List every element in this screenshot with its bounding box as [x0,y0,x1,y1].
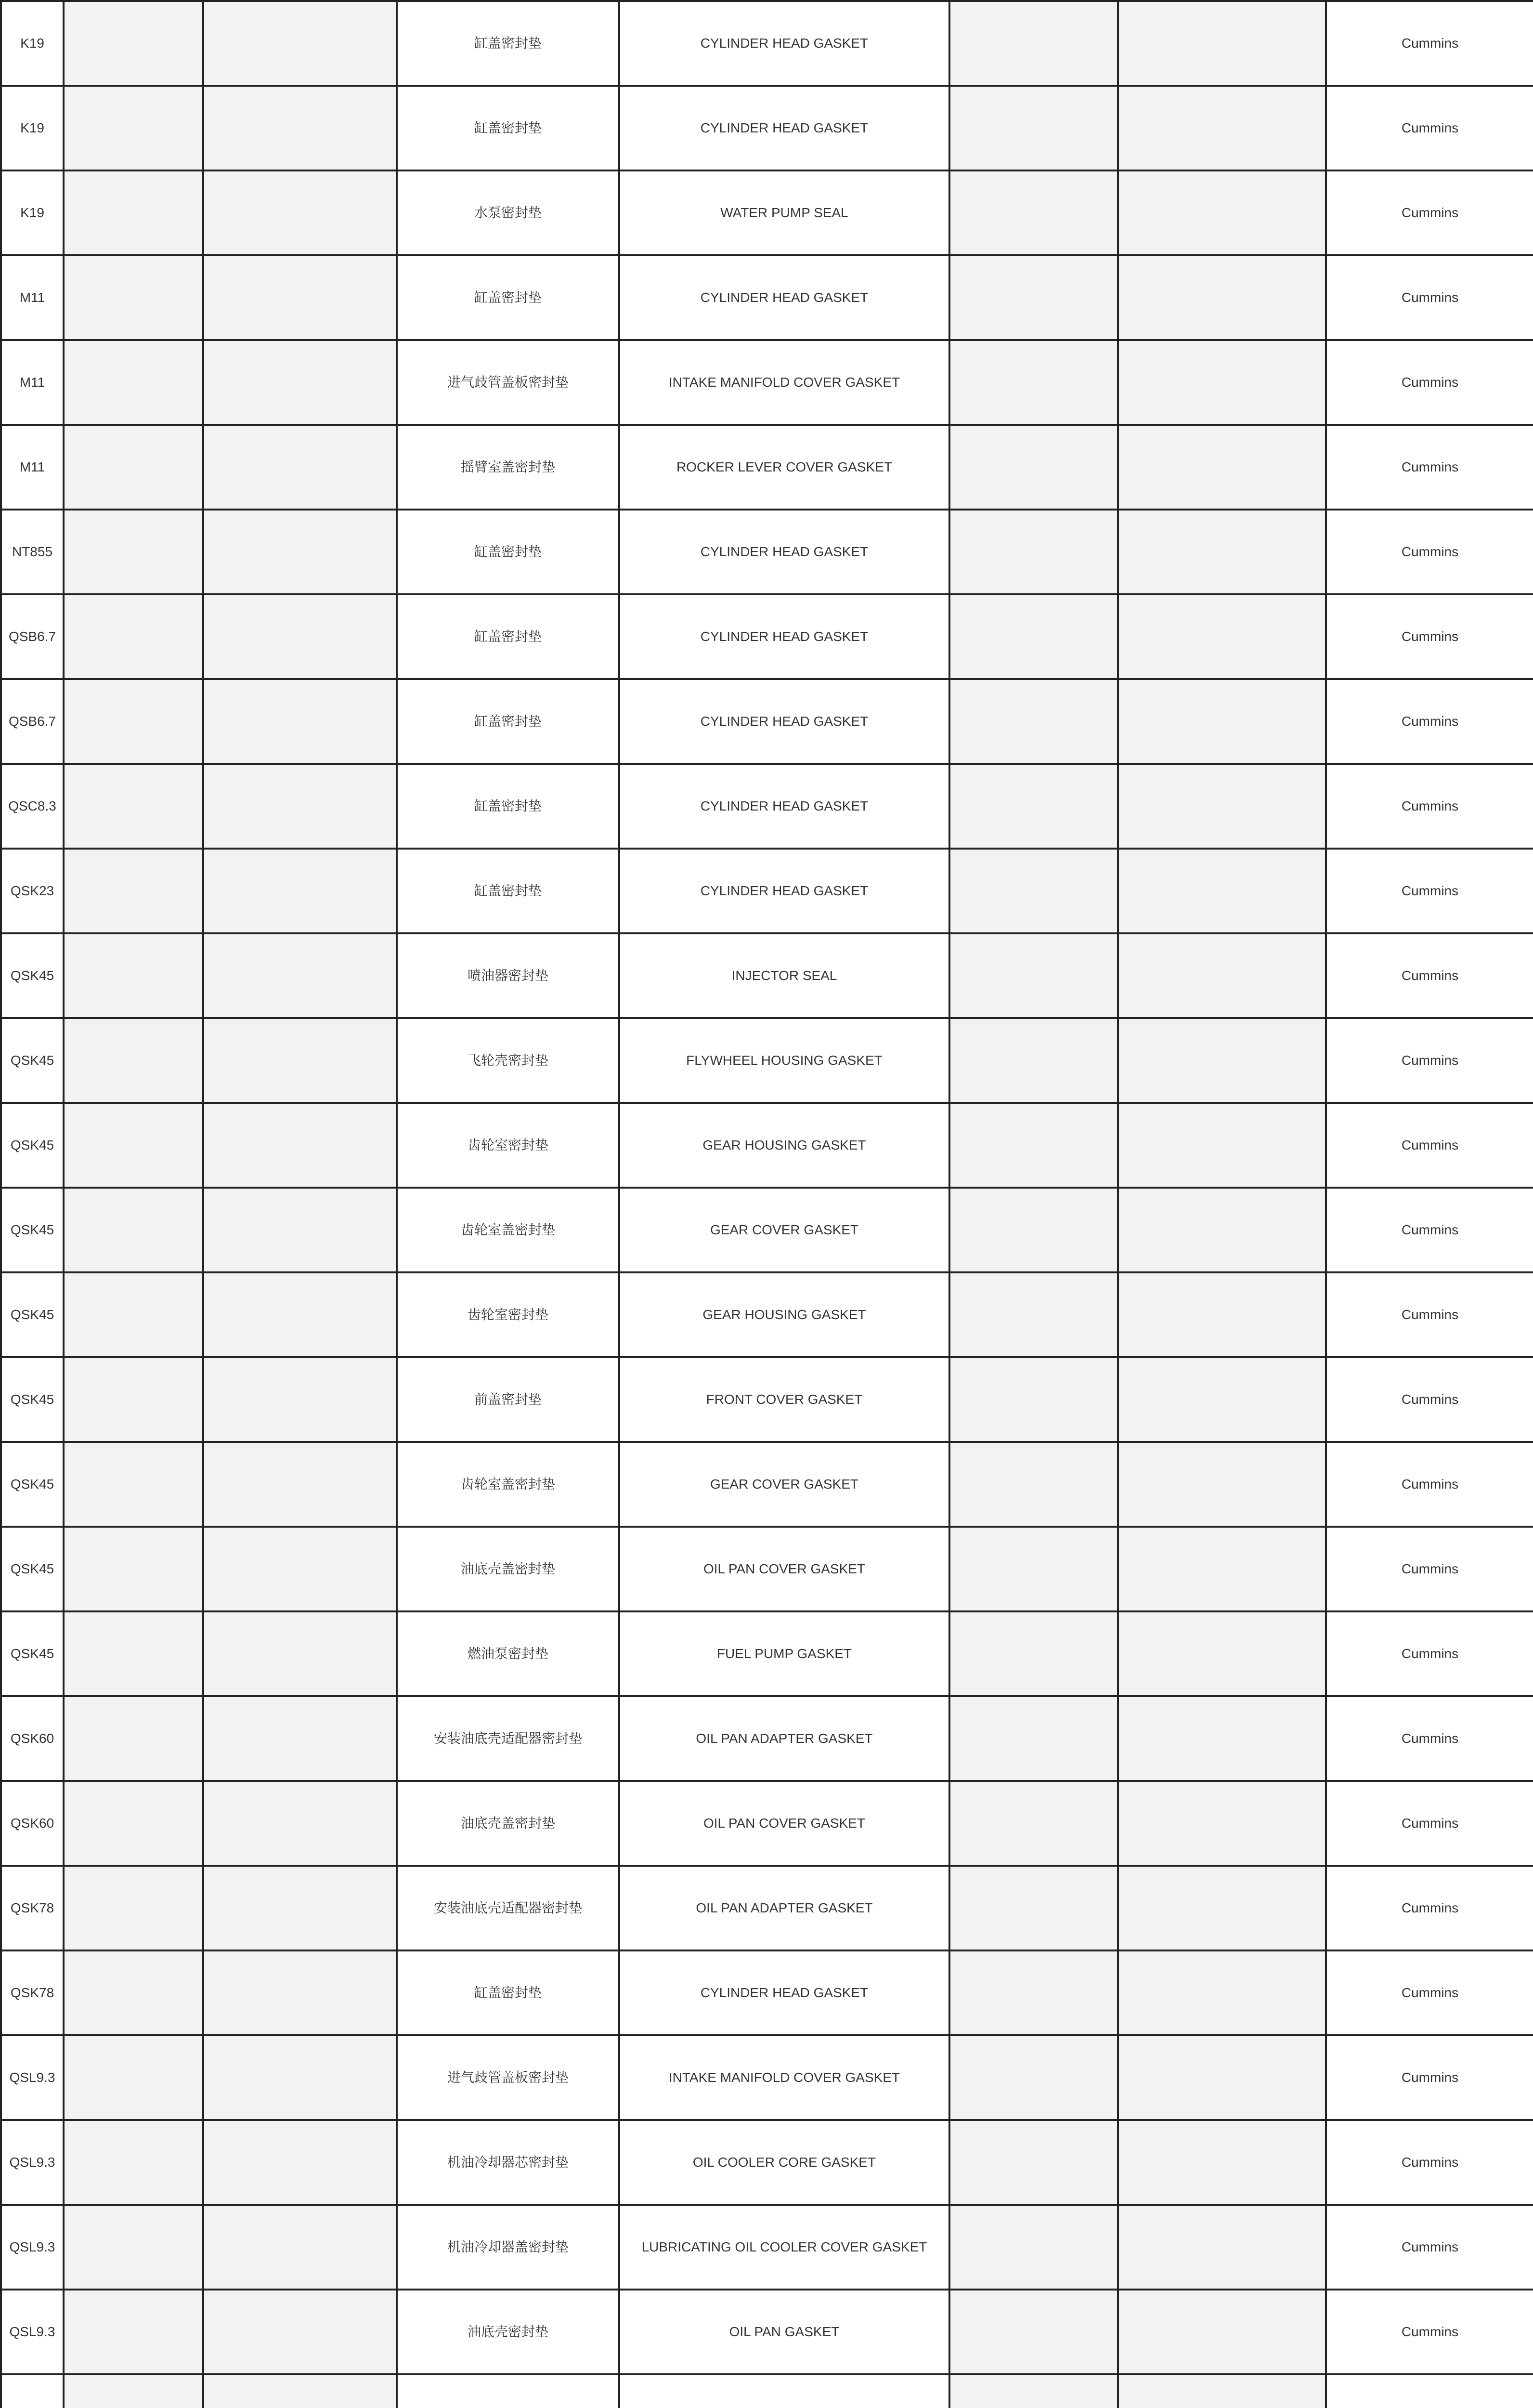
english-name-cell: OIL PAN ADAPTER GASKET [619,1696,949,1781]
brand-cell: Cummins [1326,1,1533,86]
blank-cell-a [64,510,203,594]
blank-cell-b [203,2120,397,2205]
blank-cell-d [1118,255,1326,340]
blank-cell-b [203,255,397,340]
blank-cell-c [949,2205,1118,2290]
table-row [1,340,1533,425]
model-cell: QSC8.3 [1,764,64,849]
brand-cell: Cummins [1326,255,1533,340]
chinese-name-cell: 安装油底壳适配器密封垫 [397,1866,619,1950]
brand-cell: Cummins [1326,1950,1533,2035]
brand-cell: Cummins [1326,510,1533,594]
model-cell: QSK60 [1,1781,64,1866]
english-name-cell: CYLINDER HEAD GASKET [619,679,949,764]
model-cell: QSK78 [1,1866,64,1950]
chinese-name-cell: 摇臂室盖密封垫 [397,425,619,510]
blank-cell-c [949,1527,1118,1611]
blank-cell-a [64,2035,203,2120]
blank-cell-d [1118,933,1326,1018]
blank-cell-b [203,1272,397,1357]
blank-cell-a [64,849,203,933]
chinese-name-cell: 油底壳密封垫 [397,2290,619,2374]
table-row [1,764,1533,849]
table-row [1,2374,1533,2408]
english-name-cell: CYLINDER HEAD GASKET [619,764,949,849]
model-cell: QSL9.3 [1,2035,64,2120]
blank-cell-a [64,1950,203,2035]
blank-cell-c [949,1,1118,86]
english-name-cell: OIL PAN ADAPTER GASKET [619,1866,949,1950]
brand-cell: Cummins [1326,1188,1533,1272]
blank-cell-a [64,2120,203,2205]
brand-cell: Cummins [1326,933,1533,1018]
blank-cell-c [949,170,1118,255]
blank-cell-c [949,2120,1118,2205]
brand-cell: Cummins [1326,764,1533,849]
model-cell: QSK45 [1,1357,64,1442]
blank-cell-b [203,1442,397,1527]
model-cell: M11 [1,255,64,340]
brand-cell: Cummins [1326,425,1533,510]
blank-cell-d [1118,1103,1326,1188]
blank-cell-b [203,849,397,933]
blank-cell-d [1118,594,1326,679]
english-name-cell: INJECTOR SEAL [619,933,949,1018]
blank-cell-c [949,1357,1118,1442]
blank-cell-d [1118,849,1326,933]
table-row [1,933,1533,1018]
table-row [1,170,1533,255]
english-name-cell: CYLINDER HEAD GASKET [619,1,949,86]
blank-cell-d [1118,679,1326,764]
blank-cell-d [1118,1272,1326,1357]
blank-cell-a [64,255,203,340]
blank-cell-b [203,2035,397,2120]
table-row [1,1950,1533,2035]
chinese-name-cell: 缸盖密封垫 [397,594,619,679]
english-name-cell: CYLINDER HEAD GASKET [619,255,949,340]
blank-cell-d [1118,2120,1326,2205]
blank-cell-b [203,1018,397,1103]
blank-cell-b [203,594,397,679]
brand-cell: Cummins [1326,2120,1533,2205]
model-cell: QSK45 [1,933,64,1018]
brand-cell [1326,2374,1533,2408]
blank-cell-c [949,1696,1118,1781]
chinese-name-cell: 缸盖密封垫 [397,86,619,170]
blank-cell-c [949,1018,1118,1103]
blank-cell-a [64,1866,203,1950]
english-name-cell: INTAKE MANIFOLD COVER GASKET [619,2035,949,2120]
brand-cell: Cummins [1326,1442,1533,1527]
table-row [1,1866,1533,1950]
blank-cell-d [1118,2374,1326,2408]
chinese-name-cell: 齿轮室盖密封垫 [397,1188,619,1272]
chinese-name-cell: 缸盖密封垫 [397,849,619,933]
blank-cell-b [203,1357,397,1442]
brand-cell: Cummins [1326,2035,1533,2120]
chinese-name-cell: 机油冷却器芯密封垫 [397,2120,619,2205]
chinese-name-cell: 机油冷却器盖密封垫 [397,2205,619,2290]
blank-cell-c [949,764,1118,849]
table-row [1,1781,1533,1866]
chinese-name-cell: 安装油底壳适配器密封垫 [397,1696,619,1781]
english-name-cell: OIL PAN GASKET [619,2290,949,2374]
blank-cell-a [64,2374,203,2408]
chinese-name-cell: 燃油泵密封垫 [397,1611,619,1696]
chinese-name-cell: 前盖密封垫 [397,1357,619,1442]
parts-table-body [1,1,1533,2408]
chinese-name-cell: 齿轮室密封垫 [397,1272,619,1357]
english-name-cell: LUBRICATING OIL COOLER COVER GASKET [619,2205,949,2290]
table-row [1,1696,1533,1781]
blank-cell-c [949,679,1118,764]
english-name-cell: INTAKE MANIFOLD COVER GASKET [619,340,949,425]
blank-cell-b [203,1103,397,1188]
blank-cell-a [64,679,203,764]
chinese-name-cell: 缸盖密封垫 [397,255,619,340]
chinese-name-cell: 进气歧管盖板密封垫 [397,340,619,425]
english-name-cell: CYLINDER HEAD GASKET [619,594,949,679]
blank-cell-b [203,679,397,764]
english-name-cell: CYLINDER HEAD GASKET [619,510,949,594]
chinese-name-cell: 齿轮室盖密封垫 [397,1442,619,1527]
blank-cell-d [1118,1781,1326,1866]
model-cell: K19 [1,170,64,255]
chinese-name-cell: 油底壳盖密封垫 [397,1781,619,1866]
brand-cell: Cummins [1326,1018,1533,1103]
english-name-cell: GEAR COVER GASKET [619,1442,949,1527]
table-row [1,1103,1533,1188]
blank-cell-a [64,340,203,425]
brand-cell: Cummins [1326,2205,1533,2290]
model-cell: QSL9.3 [1,2205,64,2290]
blank-cell-d [1118,510,1326,594]
model-cell: QSB6.7 [1,594,64,679]
blank-cell-a [64,1,203,86]
model-cell: QSK60 [1,1696,64,1781]
blank-cell-d [1118,1950,1326,2035]
model-cell: QSK45 [1,1018,64,1103]
brand-cell: Cummins [1326,1357,1533,1442]
english-name-cell: WATER PUMP SEAL [619,170,949,255]
blank-cell-c [949,1272,1118,1357]
model-cell: QSK45 [1,1103,64,1188]
blank-cell-b [203,425,397,510]
english-name-cell: FLYWHEEL HOUSING GASKET [619,1018,949,1103]
chinese-name-cell: 喷油器密封垫 [397,933,619,1018]
blank-cell-c [949,2035,1118,2120]
chinese-name-cell: 缸盖密封垫 [397,1950,619,2035]
blank-cell-b [203,2374,397,2408]
blank-cell-a [64,1188,203,1272]
english-name-cell: OIL PAN COVER GASKET [619,1781,949,1866]
table-row [1,849,1533,933]
blank-cell-c [949,1866,1118,1950]
model-cell [1,2374,64,2408]
blank-cell-b [203,1611,397,1696]
english-name-cell: GEAR COVER GASKET [619,1188,949,1272]
brand-cell: Cummins [1326,1611,1533,1696]
chinese-name-cell: 齿轮室密封垫 [397,1103,619,1188]
blank-cell-b [203,340,397,425]
chinese-name-cell: 水泵密封垫 [397,170,619,255]
blank-cell-c [949,1188,1118,1272]
model-cell: K19 [1,1,64,86]
brand-cell: Cummins [1326,86,1533,170]
table-row [1,86,1533,170]
table-row [1,2290,1533,2374]
blank-cell-b [203,1950,397,2035]
model-cell: QSK45 [1,1527,64,1611]
brand-cell: Cummins [1326,1696,1533,1781]
blank-cell-d [1118,340,1326,425]
table-row [1,1442,1533,1527]
blank-cell-c [949,255,1118,340]
brand-cell: Cummins [1326,340,1533,425]
blank-cell-d [1118,2290,1326,2374]
brand-cell: Cummins [1326,1527,1533,1611]
blank-cell-d [1118,2205,1326,2290]
blank-cell-c [949,1950,1118,2035]
table-row [1,2120,1533,2205]
table-row [1,425,1533,510]
brand-cell: Cummins [1326,170,1533,255]
blank-cell-c [949,1442,1118,1527]
blank-cell-a [64,425,203,510]
model-cell: QSK45 [1,1272,64,1357]
chinese-name-cell: 油底壳盖密封垫 [397,1527,619,1611]
english-name-cell: CYLINDER HEAD GASKET [619,1950,949,2035]
table-row [1,255,1533,340]
model-cell: K19 [1,86,64,170]
table-row [1,1,1533,86]
blank-cell-a [64,2205,203,2290]
blank-cell-b [203,1527,397,1611]
brand-cell: Cummins [1326,594,1533,679]
chinese-name-cell: 缸盖密封垫 [397,510,619,594]
english-name-cell: OIL PAN COVER GASKET [619,1527,949,1611]
brand-cell: Cummins [1326,1103,1533,1188]
blank-cell-a [64,1696,203,1781]
chinese-name-cell: 缸盖密封垫 [397,1,619,86]
blank-cell-d [1118,86,1326,170]
blank-cell-b [203,1188,397,1272]
table-row [1,1188,1533,1272]
english-name-cell: GEAR HOUSING GASKET [619,1272,949,1357]
blank-cell-d [1118,1611,1326,1696]
model-cell: QSK45 [1,1442,64,1527]
model-cell: QSL9.3 [1,2120,64,2205]
blank-cell-c [949,2374,1118,2408]
chinese-name-cell: 进气歧管盖板密封垫 [397,2035,619,2120]
blank-cell-b [203,1866,397,1950]
blank-cell-c [949,2290,1118,2374]
model-cell: QSB6.7 [1,679,64,764]
blank-cell-d [1118,170,1326,255]
blank-cell-a [64,1018,203,1103]
blank-cell-d [1118,1696,1326,1781]
blank-cell-a [64,1103,203,1188]
blank-cell-d [1118,764,1326,849]
blank-cell-a [64,764,203,849]
blank-cell-a [64,86,203,170]
brand-cell: Cummins [1326,849,1533,933]
blank-cell-d [1118,1527,1326,1611]
brand-cell: Cummins [1326,1272,1533,1357]
blank-cell-b [203,510,397,594]
blank-cell-b [203,1,397,86]
table-row [1,1611,1533,1696]
model-cell: QSK45 [1,1611,64,1696]
chinese-name-cell: 缸盖密封垫 [397,764,619,849]
english-name-cell: CYLINDER HEAD GASKET [619,86,949,170]
blank-cell-a [64,1781,203,1866]
blank-cell-a [64,1357,203,1442]
model-cell: M11 [1,425,64,510]
blank-cell-d [1118,1018,1326,1103]
blank-cell-d [1118,1,1326,86]
blank-cell-d [1118,1188,1326,1272]
blank-cell-a [64,594,203,679]
blank-cell-a [64,1527,203,1611]
model-cell: QSK45 [1,1188,64,1272]
english-name-cell [619,2374,949,2408]
blank-cell-a [64,2290,203,2374]
blank-cell-a [64,170,203,255]
blank-cell-c [949,1103,1118,1188]
chinese-name-cell [397,2374,619,2408]
table-row [1,1357,1533,1442]
blank-cell-c [949,340,1118,425]
blank-cell-d [1118,1866,1326,1950]
table-row [1,2205,1533,2290]
model-cell: M11 [1,340,64,425]
table-row [1,594,1533,679]
table-row [1,1018,1533,1103]
brand-cell: Cummins [1326,1781,1533,1866]
chinese-name-cell: 缸盖密封垫 [397,679,619,764]
blank-cell-c [949,849,1118,933]
blank-cell-c [949,86,1118,170]
table-row [1,510,1533,594]
blank-cell-c [949,933,1118,1018]
blank-cell-a [64,1272,203,1357]
blank-cell-b [203,170,397,255]
brand-cell: Cummins [1326,2290,1533,2374]
blank-cell-a [64,1442,203,1527]
blank-cell-c [949,1781,1118,1866]
english-name-cell: CYLINDER HEAD GASKET [619,849,949,933]
blank-cell-d [1118,425,1326,510]
blank-cell-b [203,1781,397,1866]
blank-cell-a [64,933,203,1018]
table-row [1,679,1533,764]
brand-cell: Cummins [1326,679,1533,764]
model-cell: QSK78 [1,1950,64,2035]
blank-cell-d [1118,1357,1326,1442]
brand-cell: Cummins [1326,1866,1533,1950]
blank-cell-b [203,933,397,1018]
model-cell: QSL9.3 [1,2290,64,2374]
blank-cell-c [949,594,1118,679]
blank-cell-d [1118,2035,1326,2120]
model-cell: QSK23 [1,849,64,933]
blank-cell-c [949,1611,1118,1696]
blank-cell-c [949,510,1118,594]
table-row [1,1527,1533,1611]
english-name-cell: GEAR HOUSING GASKET [619,1103,949,1188]
blank-cell-b [203,1696,397,1781]
blank-cell-b [203,86,397,170]
blank-cell-d [1118,1442,1326,1527]
english-name-cell: OIL COOLER CORE GASKET [619,2120,949,2205]
chinese-name-cell: 飞轮壳密封垫 [397,1018,619,1103]
blank-cell-c [949,425,1118,510]
blank-cell-b [203,2205,397,2290]
table-row [1,1272,1533,1357]
blank-cell-a [64,1611,203,1696]
english-name-cell: ROCKER LEVER COVER GASKET [619,425,949,510]
table-row [1,2035,1533,2120]
english-name-cell: FRONT COVER GASKET [619,1357,949,1442]
model-cell: NT855 [1,510,64,594]
blank-cell-b [203,764,397,849]
blank-cell-b [203,2290,397,2374]
english-name-cell: FUEL PUMP GASKET [619,1611,949,1696]
